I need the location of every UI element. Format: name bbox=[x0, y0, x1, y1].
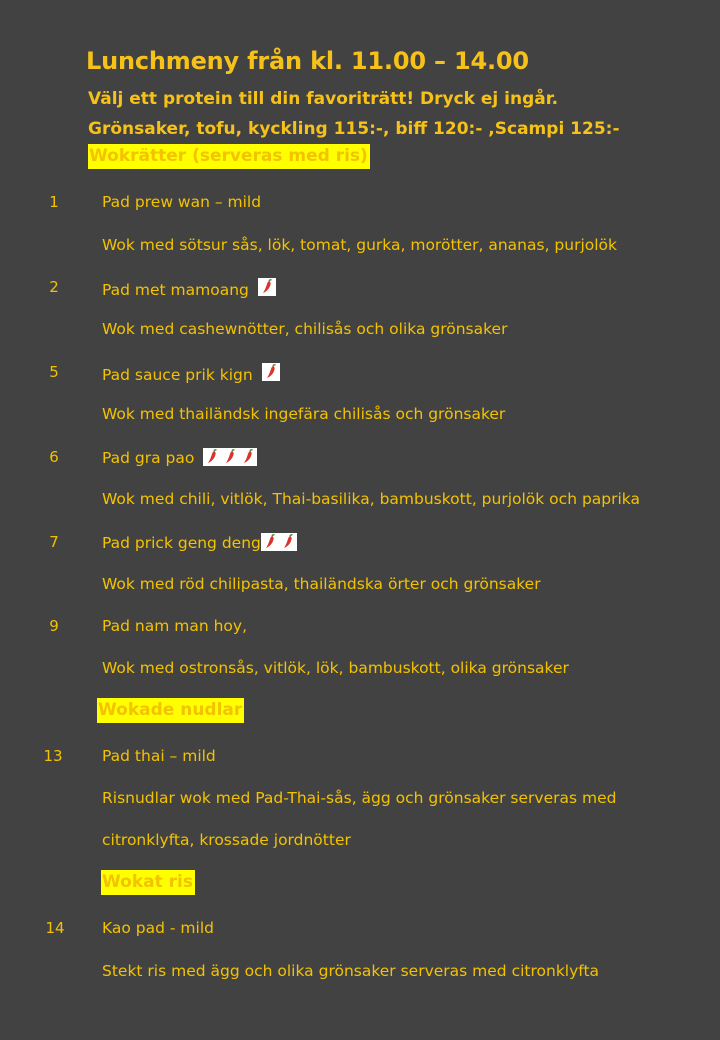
section-noodles-heading: Wokade nudlar bbox=[97, 698, 244, 723]
item-description: Risnudlar wok med Pad-Thai-sås, ägg och grönsaker serveras med bbox=[102, 789, 617, 807]
chili-pepper-icon bbox=[279, 533, 297, 551]
section-noodles bbox=[97, 700, 244, 720]
item-name: Pad met mamoang bbox=[102, 281, 249, 299]
item-number: 7 bbox=[49, 533, 59, 551]
chili-pepper-icon bbox=[262, 363, 280, 381]
chili-pepper-icon bbox=[203, 448, 221, 466]
item-name: Pad nam man hoy, bbox=[102, 617, 248, 635]
section-rice bbox=[101, 872, 195, 892]
item-description: Stekt ris med ägg och olika grönsaker serveras med citronklyfta bbox=[102, 962, 600, 980]
item-number: 9 bbox=[49, 617, 59, 635]
item-description: Wok med chili, vitlök, Thai-basilika, bambuskott, purjolök och paprika bbox=[102, 490, 640, 508]
chili-pepper-icon bbox=[258, 278, 276, 296]
chili-pepper-icon bbox=[239, 448, 257, 466]
menu-title: Lunchmeny från kl. 11.00 – 14.00 bbox=[86, 47, 529, 75]
item-description: Wok med thailändsk ingefära chilisås och grönsaker bbox=[102, 405, 506, 423]
chili-pepper-icon bbox=[221, 448, 239, 466]
item-row bbox=[102, 363, 280, 384]
item-description: Wok med sötsur sås, lök, tomat, gurka, morötter, ananas, purjolök bbox=[102, 236, 618, 254]
price-info: Grönsaker, tofu, kyckling 115:-, biff 120:- ,Scampi 125:- bbox=[88, 119, 620, 139]
item-name: Pad gra pao bbox=[102, 449, 195, 467]
item-description: Wok med ostronsås, vitlök, lök, bambuskott, olika grönsaker bbox=[102, 659, 569, 677]
item-row bbox=[102, 448, 257, 467]
chili-pepper-icon bbox=[261, 533, 279, 551]
item-number: 1 bbox=[49, 193, 59, 211]
item-number: 13 bbox=[43, 747, 63, 765]
item-number: 5 bbox=[49, 363, 59, 381]
item-number: 2 bbox=[49, 278, 59, 296]
item-row bbox=[102, 533, 297, 552]
item-name: Kao pad - mild bbox=[102, 919, 214, 937]
protein-info: Välj ett protein till din favoriträtt! Dryck ej ingår. bbox=[88, 89, 559, 109]
item-row bbox=[102, 278, 276, 299]
item-number: 6 bbox=[49, 448, 59, 466]
section-wok bbox=[88, 146, 370, 166]
item-description: Wok med cashewnötter, chilisås och olika grönsaker bbox=[102, 320, 508, 338]
item-description-continued: citronklyfta, krossade jordnötter bbox=[102, 831, 351, 849]
item-name: Pad thai – mild bbox=[102, 747, 216, 765]
item-name: Pad prick geng deng bbox=[102, 534, 261, 552]
section-wok-heading: Wokrätter (serveras med ris) bbox=[88, 144, 370, 169]
section-rice-heading: Wokat ris bbox=[101, 870, 195, 895]
item-description: Wok med röd chilipasta, thailändska örter och grönsaker bbox=[102, 575, 541, 593]
item-name: Pad sauce prik kign bbox=[102, 366, 253, 384]
item-number: 14 bbox=[45, 919, 65, 937]
item-name: Pad prew wan – mild bbox=[102, 193, 262, 211]
